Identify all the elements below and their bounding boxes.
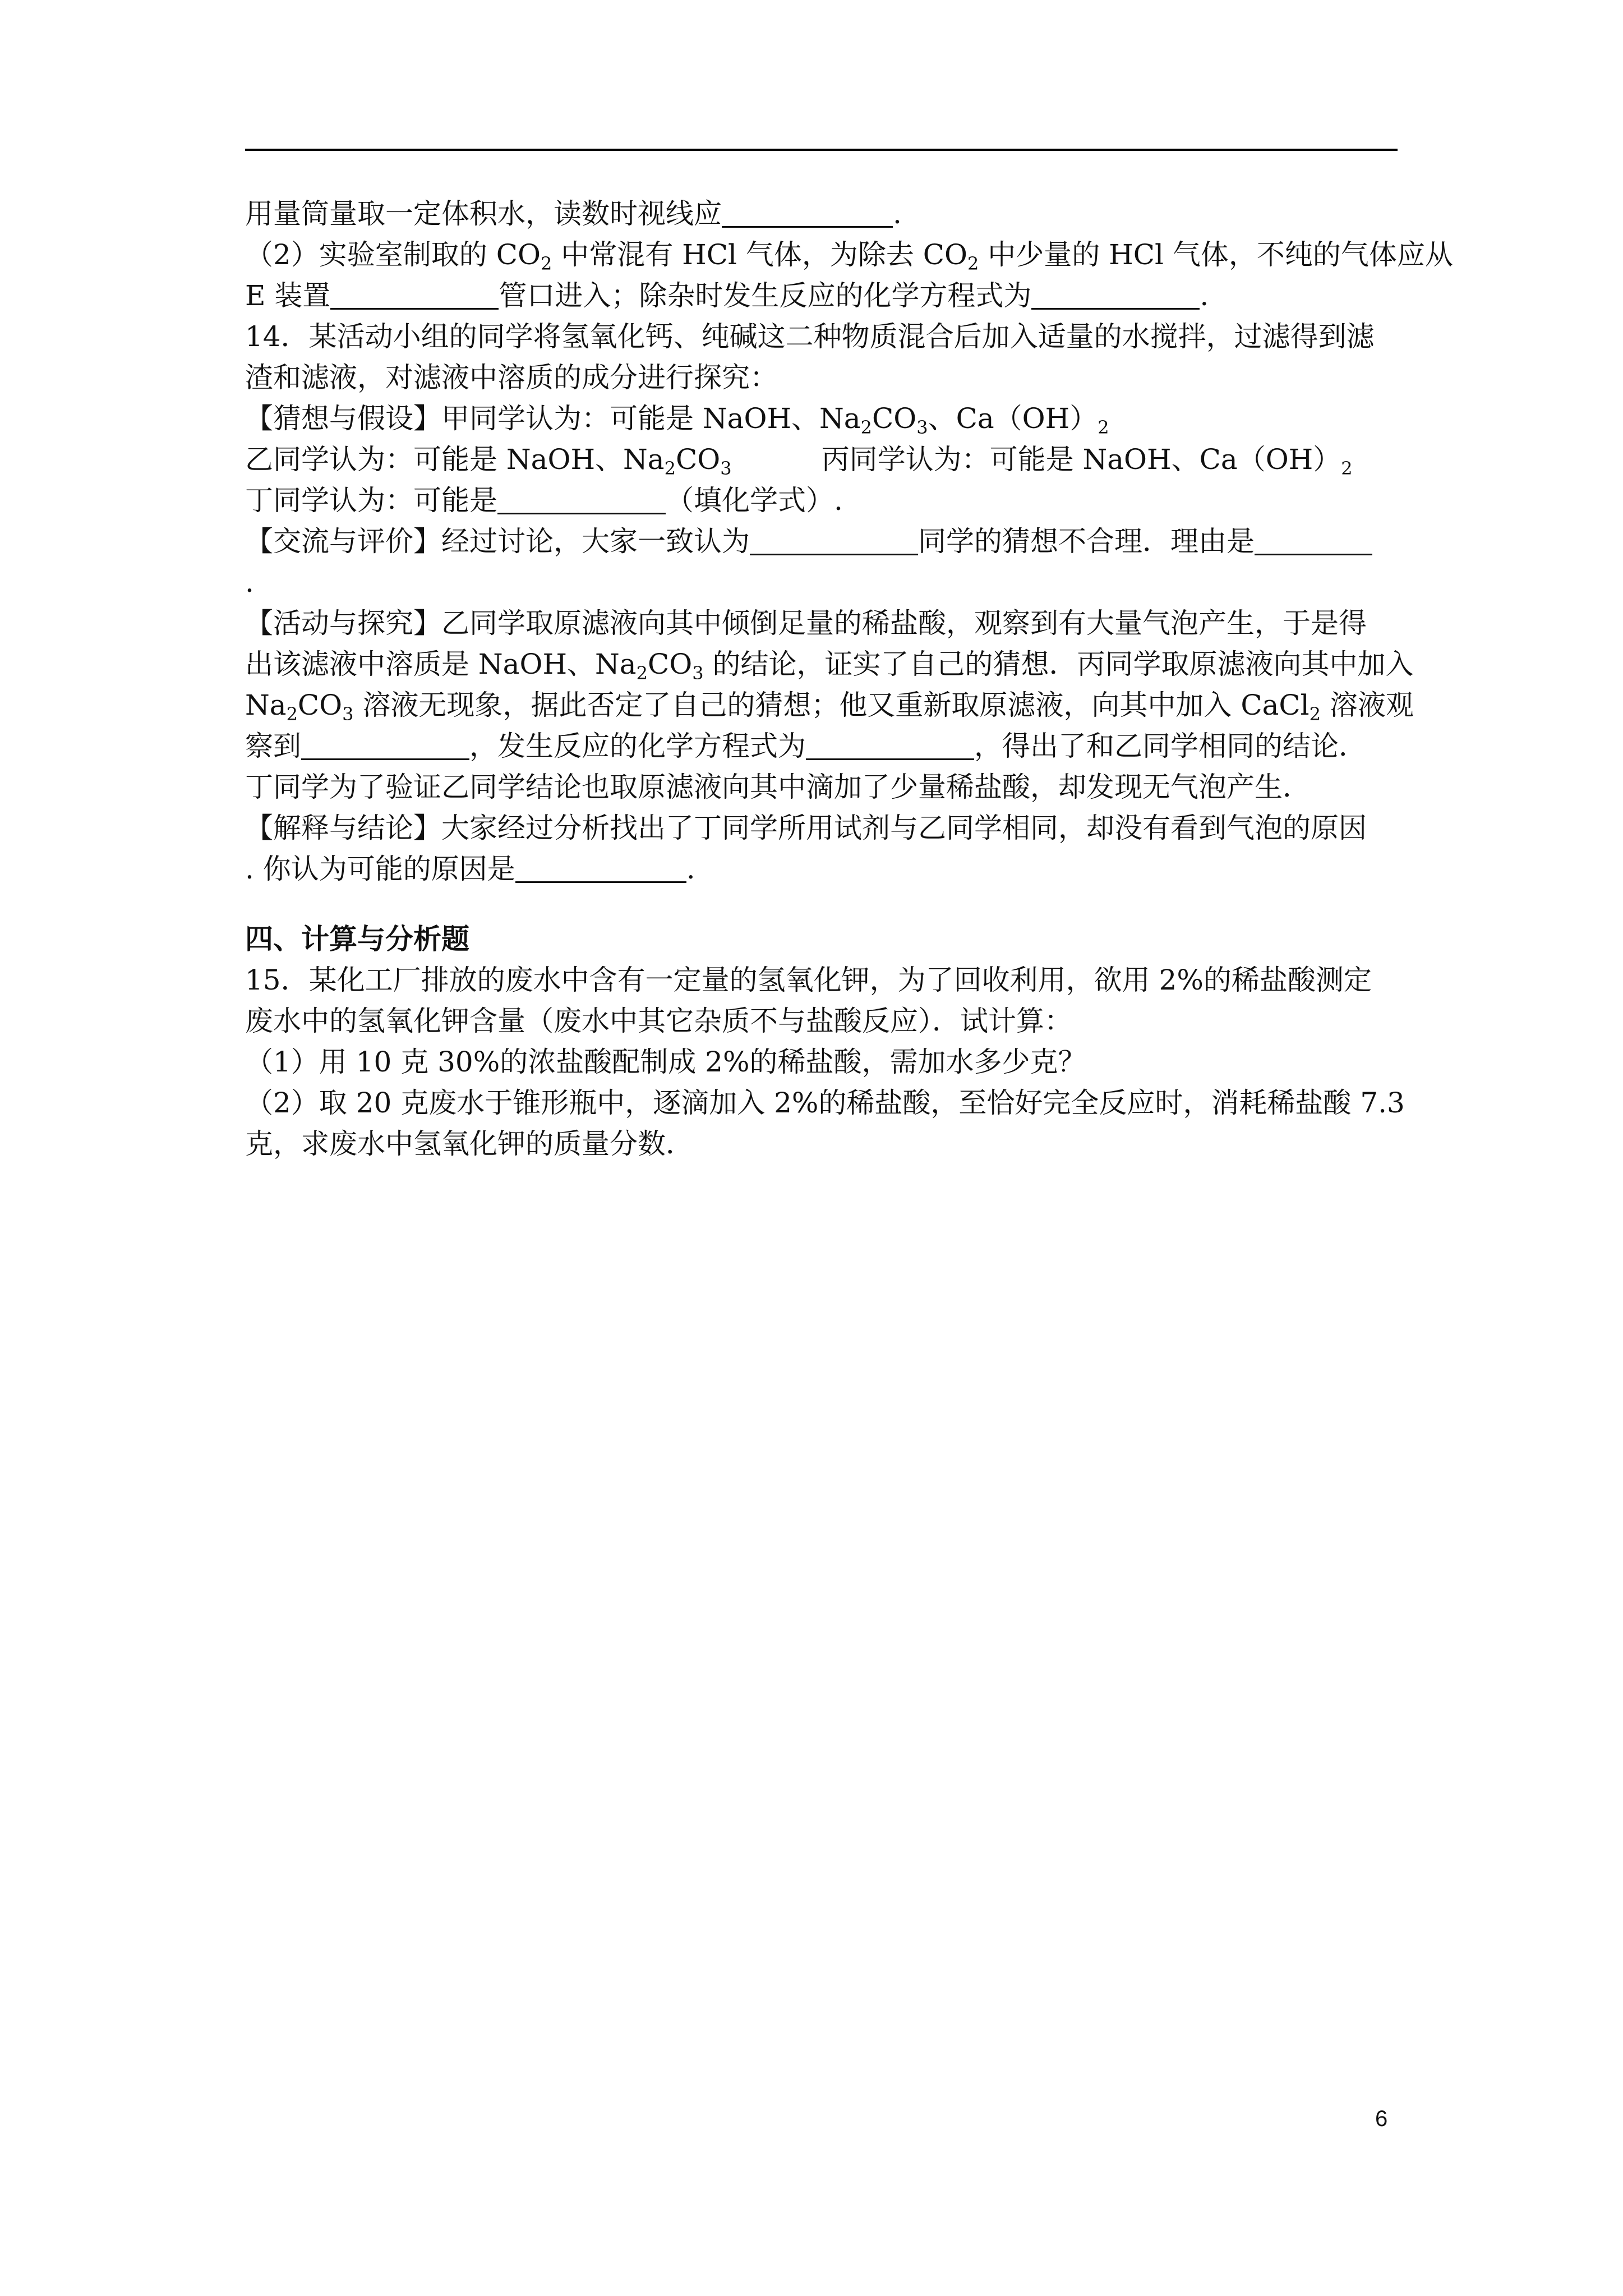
subscript: 3 [720, 458, 732, 479]
q14-conclusion-line2 [245, 849, 1400, 890]
q15-text-2: 废水中的氢氧化钾含量（废水中其它杂质不与盐酸反应）．试计算： [245, 1005, 1072, 1037]
q14-conclusion-line1 [245, 808, 1400, 849]
q13-p2-line2-end: . [1200, 279, 1209, 312]
conclusion-text-1: 【解释与结论】大家经过分析找出了丁同学所用试剂与乙同学相同，却没有看到气泡的原因 [245, 812, 1367, 844]
guess-ding-text: 丁同学认为：可能是 [245, 484, 497, 517]
q15-text-5: 克，求废水中氢氧化钾的质量分数． [245, 1128, 694, 1160]
activity-text-3c: 溶液观 [1321, 689, 1414, 721]
q13-p2-line2-text-a: E 装置 [245, 279, 331, 312]
subscript: 2 [860, 417, 872, 438]
q15-text-4: （2）取 20 克废水于锥形瓶中，逐滴加入 2%的稀盐酸，至恰好完全反应时，消耗稀盐酸 7.3 [245, 1087, 1405, 1119]
q15-line4 [245, 1083, 1405, 1124]
answer-blank[interactable] [750, 526, 918, 555]
q14-guess-yi-bing [245, 439, 1400, 480]
q13-line1-text: 用量筒量取一定体积水，读数时视线应 [245, 197, 722, 230]
subscript: 3 [916, 417, 928, 438]
q14-intro-text-1: 14．某活动小组的同学将氢氧化钙、纯碱这二种物质混合后加入适量的水搅拌，过滤得到滤 [245, 320, 1375, 353]
activity-text-1: 【活动与探究】乙同学取原滤液向其中倾倒足量的稀盐酸，观察到有大量气泡产生，于是得 [245, 607, 1367, 639]
evaluation-text-b: 同学的猜想不合理．理由是 [918, 525, 1255, 558]
subscript: 2 [540, 253, 552, 274]
section-heading-text: 四、计算与分析题 [245, 923, 469, 955]
activity-text-3mid: CO [297, 689, 343, 721]
answer-blank[interactable] [722, 198, 893, 228]
q14-activity-line2 [245, 644, 1414, 685]
guess-jia-text-mid: CO [872, 402, 917, 435]
section-heading [245, 919, 1400, 960]
activity-text-3b: 溶液无现象，据此否定了自己的猜想；他又重新取原滤液，向其中加入 CaCl [353, 689, 1310, 721]
subscript: 2 [636, 662, 648, 684]
guess-jia-text: 【猜想与假设】甲同学认为：可能是 NaOH、Na [245, 402, 861, 435]
q15-line2 [245, 1001, 1400, 1042]
page-number: 6 [1375, 2106, 1388, 2131]
conclusion-text-2: . 你认为可能的原因是 [245, 853, 515, 885]
q14-intro-text-2: 渣和滤液，对滤液中溶质的成分进行探究： [245, 361, 778, 394]
answer-blank[interactable] [1031, 280, 1200, 310]
subscript: 2 [1098, 417, 1109, 438]
subscript: 3 [342, 703, 354, 725]
activity-text-2b: 的结论，证实了自己的猜想．丙同学取原滤液向其中加入 [703, 648, 1414, 680]
q14-activity-line4 [245, 726, 1400, 767]
q14-activity-line1 [245, 603, 1400, 644]
subscript: 2 [664, 458, 676, 479]
subscript: 2 [1341, 458, 1353, 479]
q15-text-3: （1）用 10 克 30%的浓盐酸配制成 2%的稀盐酸，需加水多少克？ [245, 1046, 1086, 1078]
subscript: 2 [286, 703, 298, 725]
evaluation-text-a: 【交流与评价】经过讨论，大家一致认为 [245, 525, 750, 558]
answer-blank[interactable] [497, 485, 666, 514]
activity-text-5: 丁同学为了验证乙同学结论也取原滤液向其中滴加了少量稀盐酸，却发现无气泡产生． [245, 771, 1311, 803]
answer-blank[interactable] [515, 853, 686, 883]
activity-text-4b: ，发生反应的化学方程式为 [469, 730, 806, 762]
q14-guess-ding [245, 480, 1400, 521]
answer-blank[interactable] [301, 730, 469, 760]
answer-blank[interactable] [330, 280, 499, 310]
guess-yi-text: 乙同学认为：可能是 NaOH、Na [245, 443, 665, 476]
q15-text-1: 15．某化工厂排放的废水中含有一定量的氢氧化钾，为了回收利用，欲用 2%的稀盐酸测定 [245, 964, 1372, 996]
activity-text-2mid: CO [647, 648, 693, 680]
q14-evaluation [245, 521, 1400, 562]
page-content [245, 194, 1453, 1165]
q13-line1 [245, 194, 1400, 234]
guess-ding-text-end: （填化学式）. [666, 484, 843, 517]
q14-intro-line2 [245, 357, 1400, 398]
q14-activity-line5 [245, 767, 1400, 808]
q14-intro-line1 [245, 316, 1400, 357]
q13-line1-end: . [893, 197, 902, 230]
subscript: 2 [967, 253, 979, 274]
conclusion-end: . [686, 853, 695, 885]
q13-p2-text-c: 中少量的 HCl 气体，不纯的气体应从 [979, 238, 1453, 271]
guess-jia-text-end: 、Ca（OH） [928, 402, 1098, 435]
subscript: 3 [692, 662, 704, 684]
q14-guess-jia [245, 398, 1400, 439]
answer-blank[interactable] [806, 730, 974, 760]
q13-part2-line2 [245, 275, 1400, 316]
header-rule [245, 149, 1398, 151]
guess-bing-text: 丙同学认为：可能是 NaOH、Ca（OH） [821, 443, 1341, 476]
activity-text-4a: 察到 [245, 730, 301, 762]
subscript: 2 [1309, 703, 1321, 725]
activity-text-4c: ，得出了和乙同学相同的结论． [974, 730, 1367, 762]
evaluation-end: . [245, 566, 254, 599]
q13-p2-line2-text-b: 管口进入；除杂时发生反应的化学方程式为 [499, 279, 1032, 312]
q13-p2-text-b: 中常混有 HCl 气体，为除去 CO [552, 238, 967, 271]
q15-line5 [245, 1124, 1400, 1165]
q15-line3 [245, 1042, 1400, 1083]
q15-line1 [245, 960, 1400, 1001]
q14-evaluation-end [245, 562, 1400, 603]
q14-activity-line3 [245, 685, 1414, 726]
answer-blank[interactable] [1255, 526, 1372, 555]
activity-text-3a: Na [245, 689, 287, 721]
q13-p2-text-a: （2）实验室制取的 CO [245, 238, 541, 271]
activity-text-2a: 出该滤液中溶质是 NaOH、Na [245, 648, 637, 680]
guess-yi-text-mid: CO [675, 443, 721, 476]
q13-part2-line1 [245, 234, 1453, 275]
